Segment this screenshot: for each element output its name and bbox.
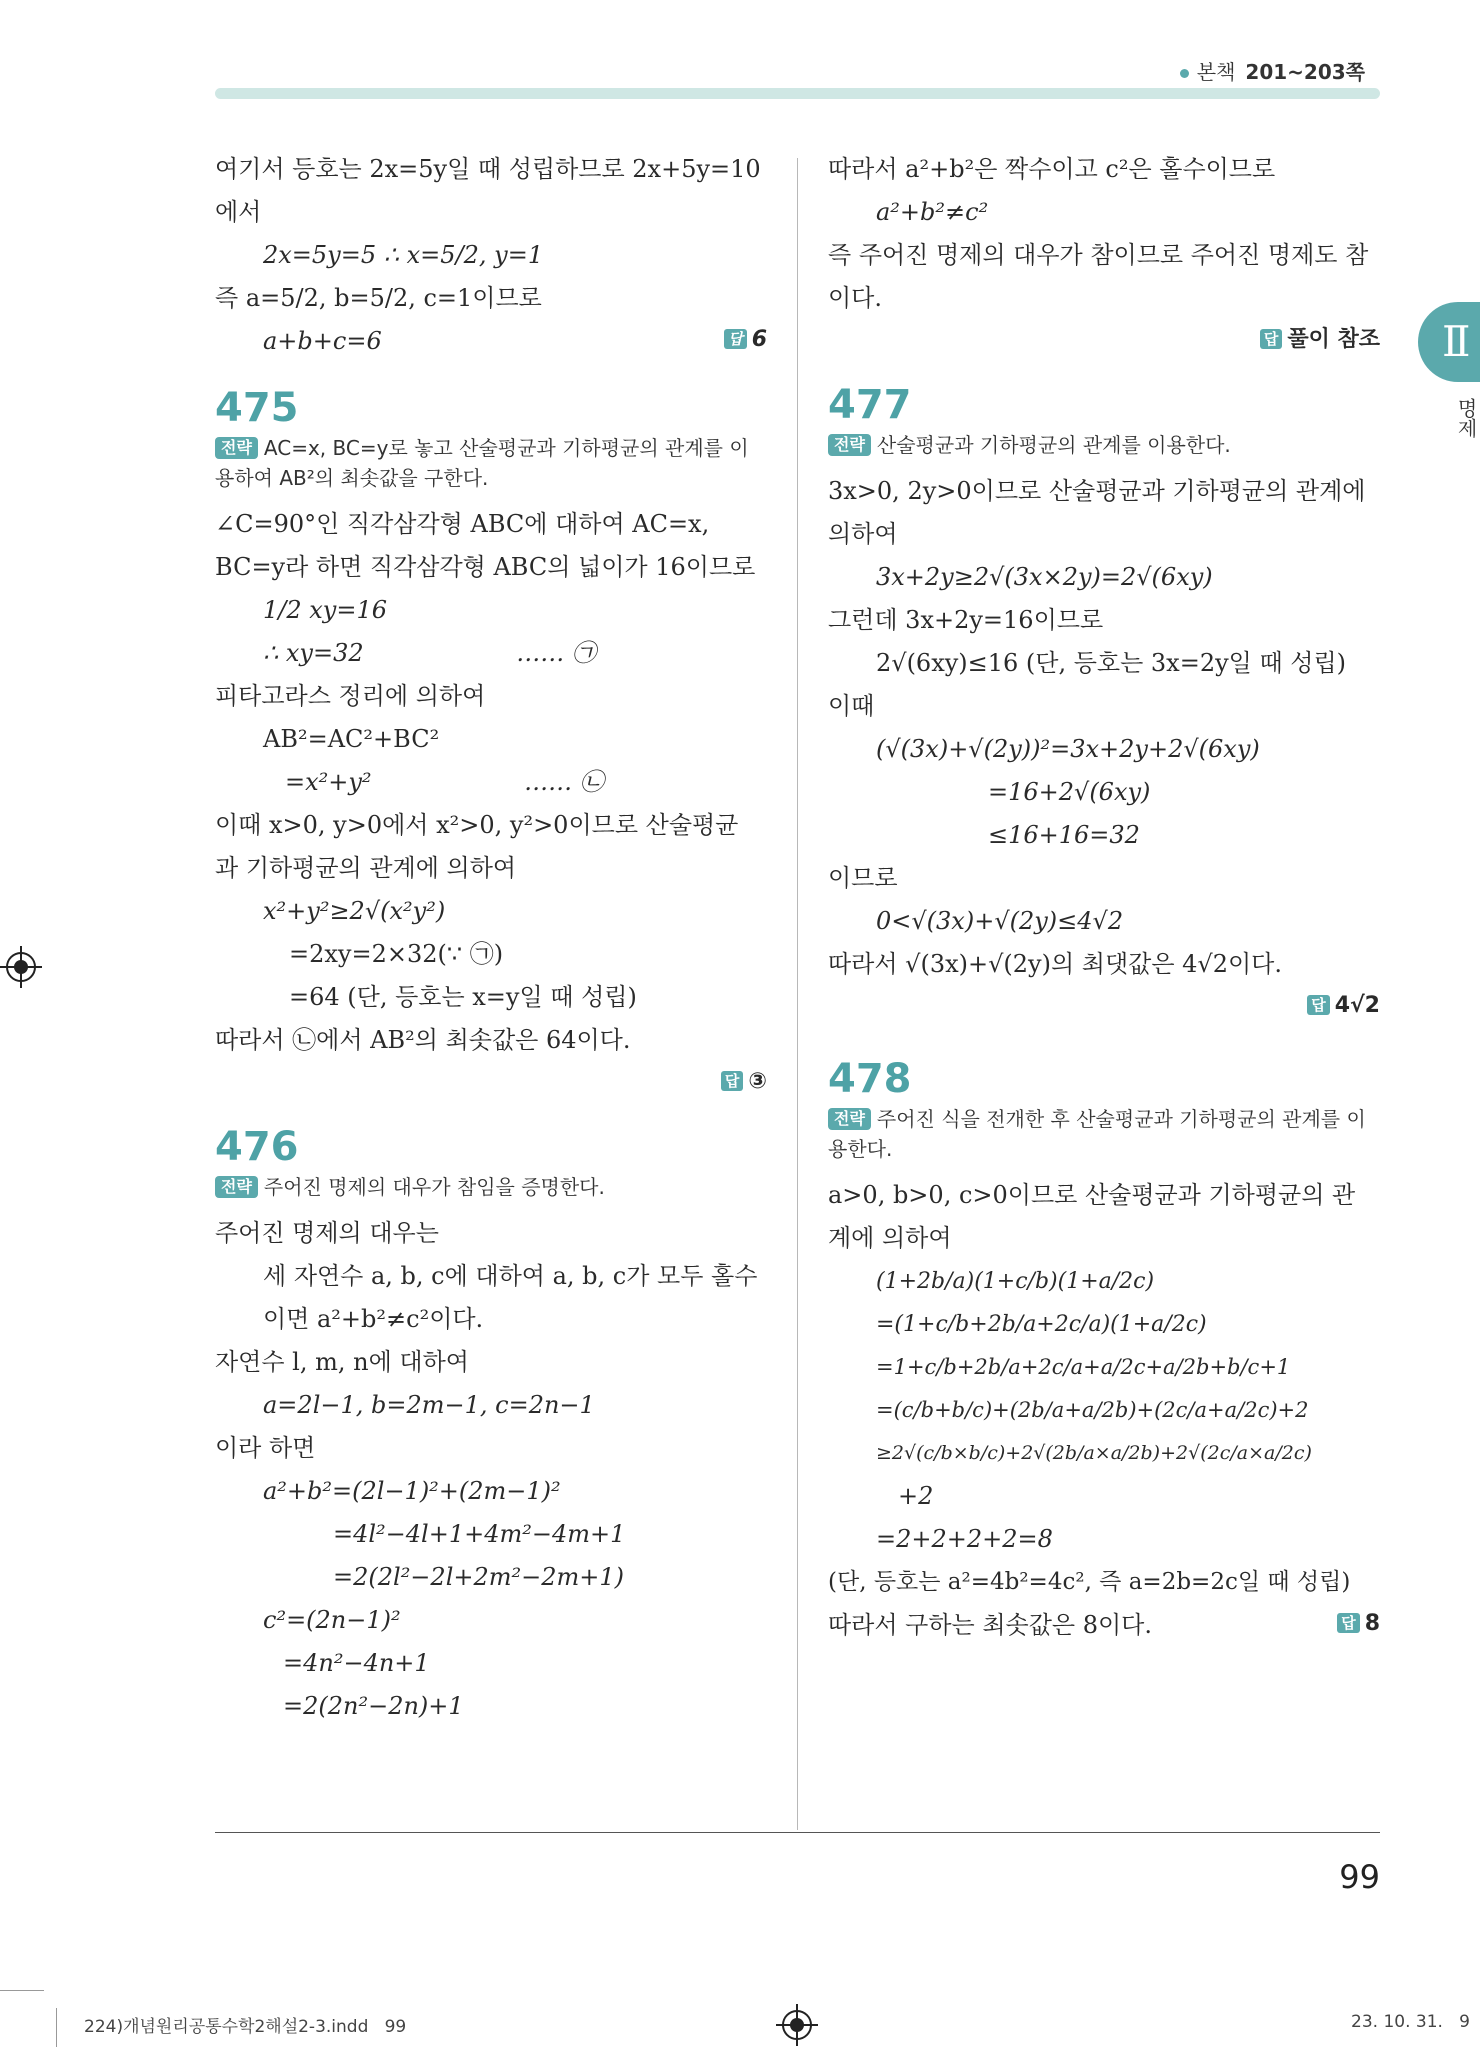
strategy-note <box>215 1172 767 1202</box>
strategy-note <box>828 430 1380 460</box>
chapter-tab <box>1418 302 1480 382</box>
page-number: 99 <box>1339 1858 1380 1896</box>
math-line: a²+b²≠c² <box>876 198 989 226</box>
registration-mark-icon <box>6 952 36 982</box>
answer-mark <box>828 320 1380 360</box>
text-line: 이라 하면 <box>215 1434 316 1462</box>
strategy-tag: 전략 <box>828 434 871 456</box>
text-line: 과 기하평균의 관계에 의하여 <box>215 854 517 882</box>
math-line <box>215 320 767 363</box>
registration-mark-icon <box>782 2010 812 2040</box>
strategy-text: 주어진 명제의 대우가 참임을 증명한다. <box>263 1175 605 1199</box>
text-line: 피타고라스 정리에 의하여 <box>215 682 486 710</box>
text-line: 자연수 l, m, n에 대하여 <box>215 1348 469 1376</box>
math-line: c²=(2n−1)² <box>263 1606 401 1634</box>
math-line: ≤16+16=32 <box>988 821 1140 849</box>
text-line: 따라서 a²+b²은 짝수이고 c²은 홀수이므로 <box>828 155 1276 183</box>
math-line: (1+2b/a)(1+c/b)(1+a/2c) <box>876 1269 1155 1294</box>
strategy-tag: 전략 <box>215 437 258 459</box>
text-line: a>0, b>0, c>0이므로 산술평균과 기하평균의 관 <box>828 1181 1356 1209</box>
header-bar <box>215 88 1380 99</box>
math-line: 0<√(3x)+√(2y)≤4√2 <box>876 907 1124 935</box>
text-line: 이면 a²+b²≠c²이다. <box>263 1305 484 1333</box>
math-line: 3x+2y≥2√(3x×2y)=2√(6xy) <box>876 563 1213 591</box>
math-line: a=2l−1, b=2m−1, c=2n−1 <box>263 1391 595 1419</box>
text-line: ∠C=90°인 직각삼각형 ABC에 대하여 AC=x, <box>215 510 710 538</box>
strategy-tag: 전략 <box>215 1176 258 1198</box>
math-line: +2 <box>898 1482 934 1510</box>
text-line: 세 자연수 a, b, c에 대하여 a, b, c가 모두 홀수 <box>263 1262 758 1290</box>
crop-line <box>56 2008 57 2047</box>
answer-value: 4√2 <box>1334 993 1380 1018</box>
text-line: 주어진 명제의 대우는 <box>215 1219 439 1247</box>
text-line: 의하여 <box>828 520 898 548</box>
math-line: ≥2√(c/b×b/c)+2√(2b/a×a/2b)+2√(2c/a×a/2c) <box>876 1442 1312 1464</box>
math-line: =x²+y² …… ㉡ <box>285 768 604 796</box>
text-line: 에서 <box>215 198 262 226</box>
math-line: (√(3x)+√(2y))²=3x+2y+2√(6xy) <box>876 735 1260 763</box>
text-line: 따라서 √(3x)+√(2y)의 최댓값은 4√2이다. <box>828 950 1282 978</box>
text-line: 3x>0, 2y>0이므로 산술평균과 기하평균의 관계에 <box>828 477 1366 505</box>
text-line: 따라서 ㉡에서 AB²의 최솟값은 64이다. <box>215 1026 631 1054</box>
math-line: 2x=5y=5 ∴ x=5/2, y=1 <box>263 241 544 269</box>
math-line: 2√(6xy)≤16 (단, 등호는 3x=2y일 때 성립) <box>876 649 1347 677</box>
chapter-label: 명제 <box>1454 398 1478 438</box>
strategy-note <box>215 433 767 493</box>
answer-mark <box>215 1062 767 1102</box>
bullet-dot-icon <box>1180 69 1189 78</box>
strategy-tag: 전략 <box>828 1108 871 1130</box>
footer-file: 224)개념원리공통수학2해설2-3.indd 99 <box>84 2017 407 2037</box>
strategy-text: AC=x, BC=y로 놓고 산술평균과 기하평균의 관계를 이용하여 AB²의 최솟값을 구한다. <box>215 436 749 490</box>
math-text: a+b+c=6 <box>263 327 382 355</box>
column-divider <box>797 158 798 1830</box>
answer-badge: 답 <box>1307 995 1330 1015</box>
answer-badge: 답 <box>724 329 747 349</box>
math-line: =64 (단, 등호는 x=y일 때 성립) <box>289 983 637 1011</box>
text-line: 여기서 등호는 2x=5y일 때 성립하므로 2x+5y=10 <box>215 155 761 183</box>
answer-value: ③ <box>748 1069 767 1094</box>
header-reference <box>1180 56 1365 85</box>
math-line: ∴ xy=32 …… ㉠ <box>263 639 596 667</box>
answer-mark <box>724 320 767 360</box>
text-line: (단, 등호는 a²=4b²=4c², 즉 a=2b=2c일 때 성립) <box>828 1569 1351 1595</box>
answer-mark <box>828 986 1380 1026</box>
text-line: 계에 의하여 <box>828 1224 952 1252</box>
problem-number: 477 <box>828 382 912 428</box>
problem-number: 476 <box>215 1124 299 1170</box>
math-line: =(1+c/b+2b/a+2c/a)(1+a/2c) <box>876 1312 1207 1337</box>
chapter-numeral: Ⅱ <box>1442 317 1471 366</box>
answer-value: 8 <box>1364 1611 1380 1636</box>
header-ref-pages: 201~203쪽 <box>1245 60 1365 84</box>
math-line: =2(2l²−2l+2m²−2m+1) <box>333 1563 624 1591</box>
problem-number: 478 <box>828 1056 912 1102</box>
text-line: 이므로 <box>828 864 898 892</box>
strategy-text: 주어진 식을 전개한 후 산술평균과 기하평균의 관계를 이용한다. <box>828 1107 1366 1161</box>
bottom-rule <box>215 1832 1380 1833</box>
math-line: =1+c/b+2b/a+2c/a+a/2c+a/2b+b/c+1 <box>876 1355 1291 1379</box>
answer-mark <box>1337 1604 1380 1644</box>
math-line: =2(2n²−2n)+1 <box>283 1692 464 1720</box>
text-line: 이때 x>0, y>0에서 x²>0, y²>0이므로 산술평균 <box>215 811 739 839</box>
answer-badge: 답 <box>1260 329 1283 349</box>
text-line: 즉 a=5/2, b=5/2, c=1이므로 <box>215 284 542 312</box>
math-line: =4l²−4l+1+4m²−4m+1 <box>333 1520 626 1548</box>
strategy-text: 산술평균과 기하평균의 관계를 이용한다. <box>876 433 1231 457</box>
footer-date: 23. 10. 31. 9 <box>1351 2012 1470 2032</box>
math-line: =4n²−4n+1 <box>283 1649 430 1677</box>
text-line: 그런데 3x+2y=16이므로 <box>828 606 1104 634</box>
text-line: 이다. <box>828 284 882 312</box>
strategy-note <box>828 1104 1380 1164</box>
math-line: =16+2√(6xy) <box>988 778 1151 806</box>
math-line: =2xy=2×32(∵ ㉠) <box>289 940 504 968</box>
math-line: AB²=AC²+BC² <box>263 725 440 753</box>
math-line: =(c/b+b/c)+(2b/a+a/2b)+(2c/a+a/2c)+2 <box>876 1398 1309 1422</box>
crop-line <box>0 1990 44 1991</box>
problem-number: 475 <box>215 385 299 431</box>
header-ref-label: 본책 <box>1196 60 1236 84</box>
text-line: 즉 주어진 명제의 대우가 참이므로 주어진 명제도 참 <box>828 241 1369 269</box>
answer-badge: 답 <box>721 1071 744 1091</box>
math-line: a²+b²=(2l−1)²+(2m−1)² <box>263 1477 561 1505</box>
text-line: 이때 <box>828 692 875 720</box>
left-column <box>215 148 767 1728</box>
conclusion-text: 따라서 구하는 최솟값은 8이다. <box>828 1611 1152 1639</box>
math-line: x²+y²≥2√(x²y²) <box>263 897 446 925</box>
math-line: 1/2 xy=16 <box>263 596 387 624</box>
math-line: =2+2+2+2=8 <box>876 1525 1053 1553</box>
answer-value: 6 <box>751 327 767 352</box>
text-line: BC=y라 하면 직각삼각형 ABC의 넓이가 16이므로 <box>215 553 756 581</box>
answer-value: 풀이 참조 <box>1287 327 1380 352</box>
right-column <box>828 148 1380 1647</box>
text-line <box>828 1604 1380 1647</box>
answer-badge: 답 <box>1337 1613 1360 1633</box>
